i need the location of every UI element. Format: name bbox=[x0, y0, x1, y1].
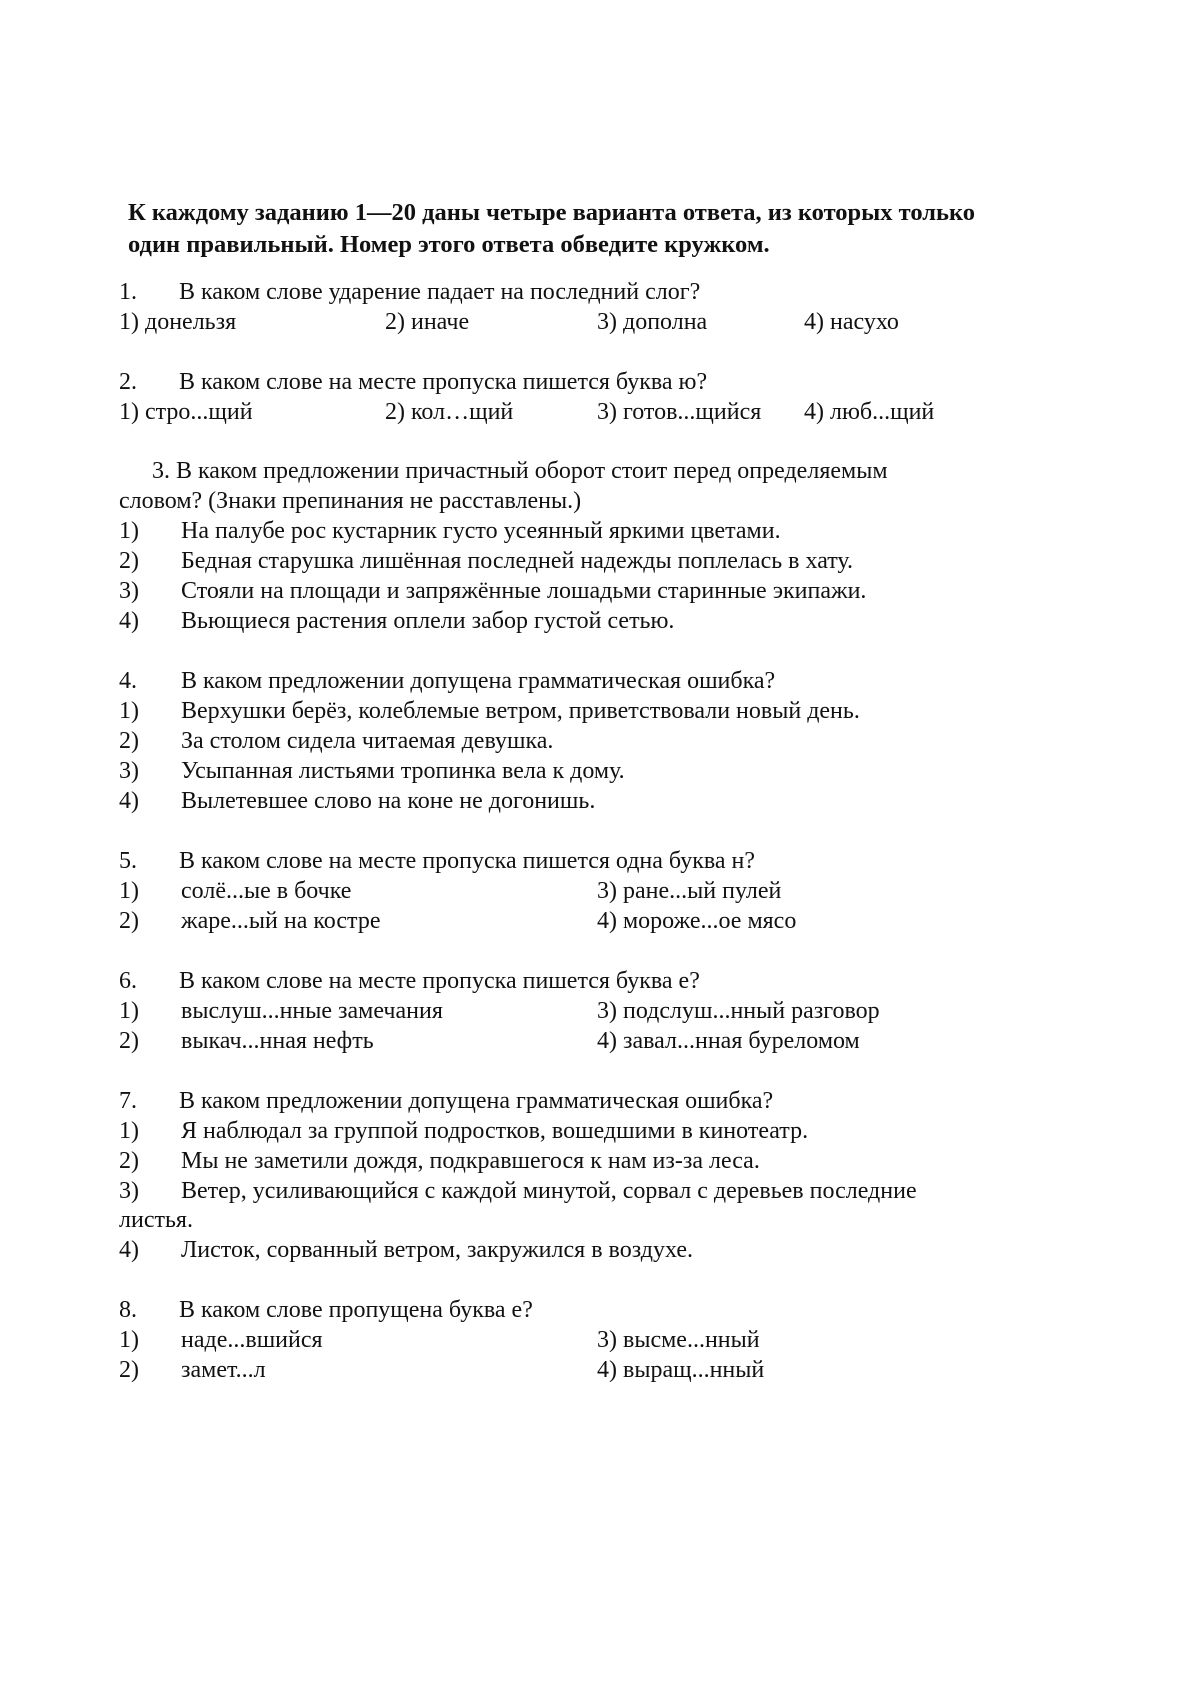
question-text: В каком предложении допущена грамматическая ошибка? bbox=[179, 1088, 774, 1114]
question-number: 8. bbox=[119, 1297, 137, 1323]
option-number: 2) bbox=[119, 728, 139, 754]
answer-option: 3) дополна bbox=[597, 309, 708, 335]
option-text-continuation: листья. bbox=[119, 1207, 193, 1233]
option-text: 4) мороже...ое мясо bbox=[597, 908, 797, 934]
option-number: 2) bbox=[119, 1357, 139, 1383]
answer-option: 2) кол…щий bbox=[385, 399, 514, 425]
option-number: 1) bbox=[119, 1327, 139, 1353]
option-text: Ветер, усиливающийся с каждой минутой, сорвал с деревьев последние bbox=[181, 1178, 917, 1204]
question-text: В каком слове пропущена буква е? bbox=[179, 1297, 533, 1323]
option-number: 4) bbox=[119, 788, 139, 814]
option-text: 4) выращ...нный bbox=[597, 1357, 765, 1383]
option-number: 2) bbox=[119, 1148, 139, 1174]
option-number: 1) bbox=[119, 518, 139, 544]
option-text: Вылетевшее слово на коне не догонишь. bbox=[181, 788, 596, 814]
option-number: 3) bbox=[119, 578, 139, 604]
option-text: Я наблюдал за группой подростков, вошедшими в кинотеатр. bbox=[181, 1118, 809, 1144]
option-number: 3) bbox=[119, 1178, 139, 1204]
option-text: Верхушки берёз, колеблемые ветром, приветствовали новый день. bbox=[181, 698, 860, 724]
option-text: За столом сидела читаемая девушка. bbox=[181, 728, 554, 754]
option-text: замет...л bbox=[181, 1357, 266, 1383]
option-number: 4) bbox=[119, 1237, 139, 1263]
answer-option: 1) стро...щий bbox=[119, 399, 253, 425]
question-number: 7. bbox=[119, 1088, 137, 1114]
question-number: 1. bbox=[119, 279, 137, 305]
option-text: 4) завал...нная буреломом bbox=[597, 1028, 860, 1054]
question-text: В каком слове ударение падает на последний слог? bbox=[179, 279, 701, 305]
question-text: В каком слове на месте пропуска пишется буква е? bbox=[179, 968, 700, 994]
instruction-line-1: К каждому заданию 1—20 даны четыре варианта ответа, из которых только bbox=[128, 199, 976, 226]
answer-option: 1) донельзя bbox=[119, 309, 237, 335]
question-number: 4. bbox=[119, 668, 137, 694]
instruction-line-2: один правильный. Номер этого ответа обведите кружком. bbox=[128, 231, 770, 258]
option-text: Листок, сорванный ветром, закружился в воздухе. bbox=[181, 1237, 694, 1263]
option-text: Усыпанная листьями тропинка вела к дому. bbox=[181, 758, 625, 784]
option-text: Мы не заметили дождя, подкравшегося к нам из-за леса. bbox=[181, 1148, 760, 1174]
question-text: 3. В каком предложении причастный оборот стоит перед определяемым bbox=[152, 458, 888, 484]
option-text: 3) подслуш...нный разговор bbox=[597, 998, 880, 1024]
option-text: выслуш...нные замечания bbox=[181, 998, 443, 1024]
option-text: наде...вшийся bbox=[181, 1327, 323, 1353]
question-text: В каком предложении допущена грамматическая ошибка? bbox=[181, 668, 776, 694]
option-text: На палубе рос кустарник густо усеянный яркими цветами. bbox=[181, 518, 781, 544]
option-text: Стояли на площади и запряжённые лошадьми старинные экипажи. bbox=[181, 578, 867, 604]
option-number: 4) bbox=[119, 608, 139, 634]
option-number: 2) bbox=[119, 548, 139, 574]
answer-option: 4) люб...щий bbox=[804, 399, 935, 425]
option-text: выкач...нная нефть bbox=[181, 1028, 374, 1054]
option-text: Вьющиеся растения оплели забор густой сетью. bbox=[181, 608, 675, 634]
option-text: 3) ране...ый пулей bbox=[597, 878, 782, 904]
option-number: 1) bbox=[119, 698, 139, 724]
option-text: солё...ые в бочке bbox=[181, 878, 352, 904]
question-number: 2. bbox=[119, 369, 137, 395]
question-text-continuation: словом? (Знаки препинания не расставлены.) bbox=[119, 488, 582, 514]
option-number: 3) bbox=[119, 758, 139, 784]
option-number: 1) bbox=[119, 878, 139, 904]
question-number: 5. bbox=[119, 848, 137, 874]
question-text: В каком слове на месте пропуска пишется буква ю? bbox=[179, 369, 708, 395]
option-number: 2) bbox=[119, 908, 139, 934]
answer-option: 3) готов...щийся bbox=[597, 399, 762, 425]
option-text: жаре...ый на костре bbox=[181, 908, 381, 934]
answer-option: 2) иначе bbox=[385, 309, 470, 335]
option-number: 1) bbox=[119, 998, 139, 1024]
question-text: В каком слове на месте пропуска пишется одна буква н? bbox=[179, 848, 756, 874]
option-number: 1) bbox=[119, 1118, 139, 1144]
answer-option: 4) насухо bbox=[804, 309, 899, 335]
option-text: Бедная старушка лишённая последней надежды поплелась в хату. bbox=[181, 548, 853, 574]
option-number: 2) bbox=[119, 1028, 139, 1054]
question-number: 6. bbox=[119, 968, 137, 994]
option-text: 3) высме...нный bbox=[597, 1327, 760, 1353]
instruction bbox=[128, 197, 1118, 261]
